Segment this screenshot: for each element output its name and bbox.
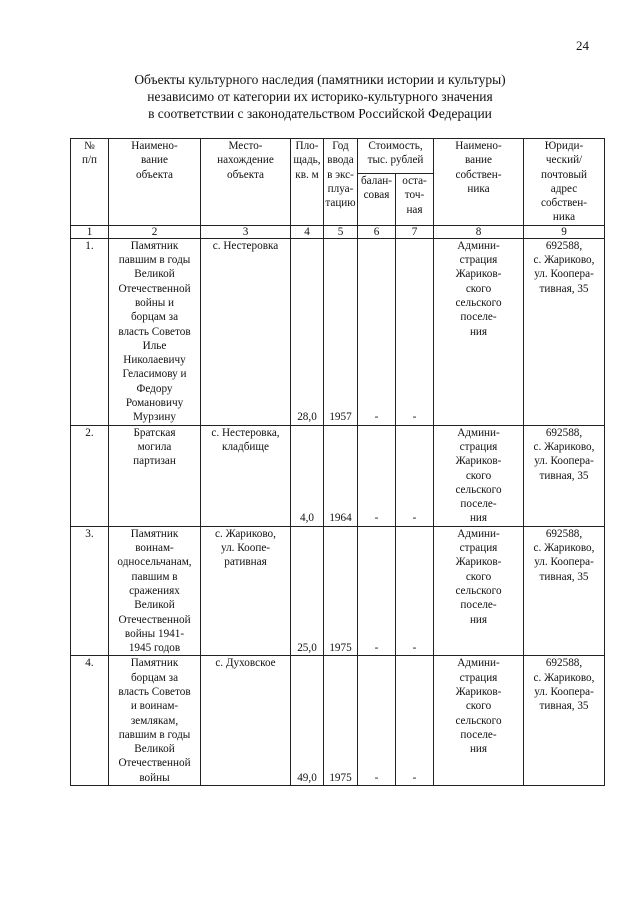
cell-line: Великой [134, 268, 175, 281]
cell-line: кладбище [222, 440, 269, 453]
header-name [109, 139, 201, 226]
object-area: 4,0 [291, 425, 324, 526]
cell-line: войны и [134, 296, 175, 309]
object-name [109, 526, 201, 656]
cell-line: ческий/ [545, 154, 583, 167]
cell-line: тыс. рублей [367, 154, 424, 167]
object-location [201, 425, 291, 526]
cell-line: односельчанам, [117, 556, 192, 569]
cost-residual: - [396, 238, 434, 425]
cell-line: Стоимость, [368, 140, 423, 152]
cell-line: поселе- [460, 311, 497, 324]
cell-line: ского [465, 570, 492, 583]
cell-line: с. Жариково, [533, 542, 595, 555]
object-area: 49,0 [291, 656, 324, 786]
cell-line: тивная, 35 [539, 282, 589, 295]
header-address [524, 139, 605, 226]
cell-line: № [84, 140, 95, 152]
cell-line: с. Жариково, [215, 527, 276, 540]
column-number: 3 [201, 225, 291, 238]
cell-line: кв. м [295, 168, 319, 181]
cell-line: с. Духовское [215, 657, 276, 670]
cell-line: собствен- [455, 168, 502, 181]
cell-line: объекта [135, 168, 174, 181]
cell-line: Великой [134, 743, 175, 756]
cell-line: вание [464, 154, 493, 167]
object-location [201, 526, 291, 656]
cell-line: войны [139, 771, 170, 784]
cell-line: поселе- [460, 498, 497, 511]
cost-balance: - [358, 238, 396, 425]
object-name [109, 238, 201, 425]
cell-line: Николаевичу [123, 354, 186, 367]
column-number: 5 [324, 225, 358, 238]
cell-line: Памятник [130, 657, 179, 670]
cell-line: страция [459, 254, 498, 267]
header-cost [358, 139, 434, 174]
cell-line: Пло- [295, 140, 319, 152]
cell-line: страция [459, 671, 498, 684]
cell-line: власть Советов [118, 685, 191, 698]
page-number: 24 [576, 38, 589, 53]
object-year: 1975 [324, 526, 358, 656]
header-year [324, 139, 358, 226]
header-balance [358, 173, 396, 225]
cell-line: оста- [402, 174, 427, 187]
table-row [71, 526, 605, 656]
column-number-row [71, 225, 605, 238]
cell-line: Админи- [457, 527, 500, 540]
cell-line: павшим в годы [118, 254, 191, 267]
cell-line: Жариков- [455, 268, 502, 281]
cell-line: ул. Коопера- [534, 455, 594, 468]
cell-line: Федору [136, 382, 173, 395]
cell-line: Романовичу [125, 397, 184, 410]
cost-balance: - [358, 656, 396, 786]
title-line-2: независимо от категории их историко-культурного значения [147, 89, 493, 104]
cell-line: 692588, [545, 426, 583, 439]
cell-line: ул. Коопера- [534, 685, 594, 698]
owner-address [524, 526, 605, 656]
header-owner [434, 139, 524, 226]
cell-line: 692588, [545, 527, 583, 540]
owner-name [434, 526, 524, 656]
cell-line: ния [469, 325, 488, 338]
cell-line: Великой [134, 599, 175, 612]
cell-line: ния [469, 512, 488, 525]
object-year: 1964 [324, 425, 358, 526]
header-num [71, 139, 109, 226]
cell-line: сельского [455, 584, 502, 597]
cell-line: 692588, [545, 657, 583, 670]
cell-line: ная [406, 203, 423, 216]
cell-line: Наимено- [131, 140, 178, 152]
cost-residual: - [396, 526, 434, 656]
cell-line: в экс- [327, 168, 354, 181]
cell-line: с. Жариково, [533, 440, 595, 453]
cell-line: совая [363, 189, 390, 202]
header-row [71, 139, 605, 174]
cell-line: ния [469, 613, 488, 626]
cell-line: тацию [325, 197, 356, 210]
cell-line: страция [459, 542, 498, 555]
cell-line: ул. Коопера- [534, 268, 594, 281]
cell-line: объекта [226, 168, 265, 181]
cell-line: Жариков- [455, 455, 502, 468]
cell-line: п/п [81, 154, 98, 167]
cell-line: собствен- [540, 197, 587, 210]
cell-line: Памятник [130, 239, 179, 252]
cell-line: ского [465, 469, 492, 482]
object-area: 25,0 [291, 526, 324, 656]
cell-line: Отечественной [118, 282, 191, 295]
cell-line: Наимено- [455, 140, 502, 152]
cell-line: Братская [133, 426, 176, 439]
cell-line: с. Нестеровка [212, 239, 279, 252]
cell-line: с. Жариково, [533, 671, 595, 684]
column-number: 8 [434, 225, 524, 238]
owner-name [434, 656, 524, 786]
header-location [201, 139, 291, 226]
cell-line: ративная [224, 556, 267, 569]
header-residual [396, 173, 434, 225]
column-number: 6 [358, 225, 396, 238]
title-line-1: Объекты культурного наследия (памятники истории и культуры) [134, 72, 506, 87]
cell-line: Админи- [457, 426, 500, 439]
cell-line: вание [140, 154, 169, 167]
cell-line: войны 1941- [124, 627, 185, 640]
cell-line: Жариков- [455, 556, 502, 569]
cell-line: 1945 годов [128, 642, 181, 655]
cell-line: сельского [455, 483, 502, 496]
cell-line: павшим в годы [118, 728, 191, 741]
cell-line: 692588, [545, 239, 583, 252]
row-num: 4. [71, 656, 109, 786]
cell-line: ния [469, 743, 488, 756]
title-line-3: в соответствии с законодательством Российской Федерации [148, 106, 492, 121]
object-name [109, 425, 201, 526]
owner-address [524, 238, 605, 425]
cell-line: воинам- [135, 542, 174, 555]
cell-line: тивная, 35 [539, 469, 589, 482]
document-title [0, 71, 640, 122]
cell-line: тивная, 35 [539, 700, 589, 713]
cost-residual: - [396, 425, 434, 526]
cell-line: ул. Коопера- [534, 556, 594, 569]
cell-line: ника [467, 182, 490, 195]
column-number: 2 [109, 225, 201, 238]
cell-line: и воинам- [130, 700, 179, 713]
cell-line: сельского [455, 296, 502, 309]
column-number: 4 [291, 225, 324, 238]
object-location [201, 238, 291, 425]
cell-line: ввода [327, 154, 354, 167]
cost-residual: - [396, 656, 434, 786]
object-year: 1975 [324, 656, 358, 786]
cell-line: землякам, [130, 714, 179, 727]
cell-line: нахождение [217, 154, 274, 167]
cell-line: с. Жариково, [533, 254, 595, 267]
owner-name [434, 238, 524, 425]
row-num: 1. [71, 238, 109, 425]
cell-line: ского [465, 700, 492, 713]
cell-line: павшим в [131, 570, 178, 583]
row-num: 3. [71, 526, 109, 656]
cell-line: Илье [142, 339, 167, 352]
cell-line: ника [552, 211, 576, 224]
column-number: 7 [396, 225, 434, 238]
object-name [109, 656, 201, 786]
cell-line: Отечественной [118, 613, 191, 626]
cell-line: поселе- [460, 599, 497, 612]
table-row [71, 238, 605, 425]
cell-line: власть Советов [118, 325, 191, 338]
cell-line: Геласимову и [122, 368, 187, 381]
cell-line: Жариков- [455, 685, 502, 698]
cell-line: страция [459, 440, 498, 453]
cell-line: поселе- [460, 728, 497, 741]
cell-line: Мурзину [133, 411, 176, 424]
cell-line: точ- [404, 189, 425, 202]
cost-balance: - [358, 425, 396, 526]
owner-address [524, 425, 605, 526]
column-number: 9 [524, 225, 605, 238]
column-number: 1 [71, 225, 109, 238]
cell-line: партизан [133, 455, 176, 468]
cell-line: адрес [550, 182, 578, 195]
table-row [71, 425, 605, 526]
cell-line: Админи- [457, 657, 500, 670]
cell-line: сельского [455, 714, 502, 727]
cell-line: Памятник [130, 527, 179, 540]
cell-line: с. Нестеровка, [211, 426, 280, 439]
cell-line: Админи- [457, 239, 500, 252]
cell-line: могила [137, 440, 172, 453]
cell-line: Год [332, 140, 349, 152]
cell-line: ского [465, 282, 492, 295]
header-area [291, 139, 324, 226]
table-row [71, 656, 605, 786]
object-year: 1957 [324, 238, 358, 425]
cell-line: Место- [228, 140, 263, 152]
object-location [201, 656, 291, 786]
cell-line: щадь, [293, 154, 321, 167]
cell-line: борцам за [130, 671, 179, 684]
cell-line: почтовый [540, 168, 588, 181]
owner-name [434, 425, 524, 526]
cost-balance: - [358, 526, 396, 656]
object-area: 28,0 [291, 238, 324, 425]
cell-line: Отечественной [118, 757, 191, 770]
heritage-table [70, 138, 605, 786]
cell-line: тивная, 35 [539, 570, 589, 583]
cell-line: балан- [360, 174, 393, 187]
cell-line: сражениях [129, 584, 180, 597]
cell-line: Юриди- [544, 140, 584, 152]
cell-line: борцам за [130, 311, 179, 324]
cell-line: ул. Коопе- [220, 542, 271, 555]
row-num: 2. [71, 425, 109, 526]
owner-address [524, 656, 605, 786]
cell-line: плуа- [327, 182, 354, 195]
